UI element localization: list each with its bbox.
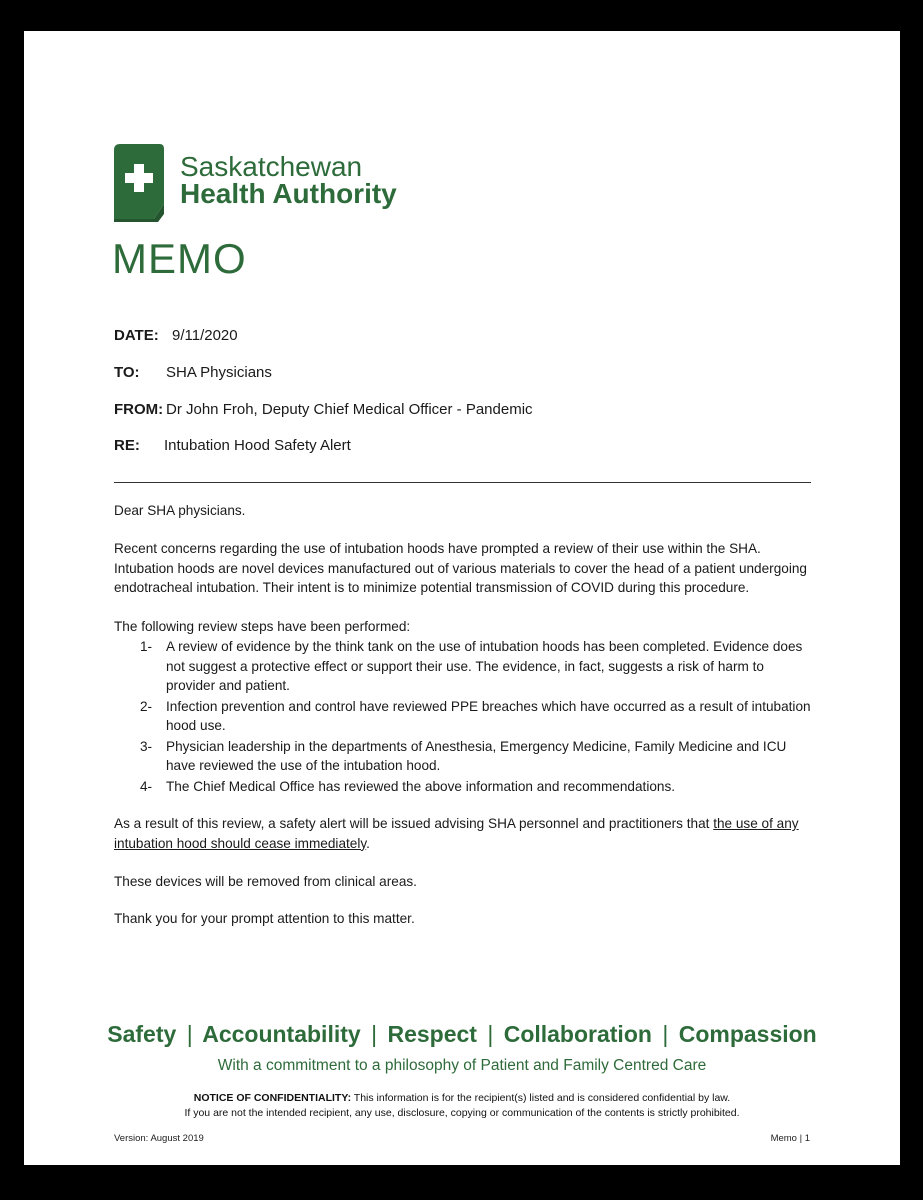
values-banner: [24, 1021, 900, 1048]
date-label: DATE:: [114, 327, 159, 344]
value-separator: |: [487, 1021, 494, 1047]
steps-intro: The following review steps have been performed:: [114, 619, 411, 634]
review-steps-list: [114, 637, 814, 797]
step-text: Physician leadership in the departments of Anesthesia, Emergency Medicine, Family Medicine and ICU have reviewed the use of the intubation hood.: [166, 738, 787, 773]
step-number: 4-: [140, 778, 153, 794]
to-row: [114, 364, 272, 382]
from-row: [114, 401, 533, 419]
notice-line2: If you are not the intended recipient, any use, disclosure, copying or communication of the contents is strictly prohibited.: [184, 1107, 740, 1119]
closing-paragraph: Thank you for your prompt attention to this matter.: [114, 911, 415, 926]
list-item: [114, 697, 814, 736]
value-item: Collaboration: [503, 1021, 652, 1047]
value-separator: |: [186, 1021, 193, 1047]
value-separator: |: [371, 1021, 378, 1047]
page-number: Memo | 1: [770, 1133, 810, 1144]
memo-page: [24, 31, 900, 1165]
date-row: [114, 327, 238, 345]
sha-cross-icon: [114, 144, 166, 222]
from-value: Dr John Froh, Deputy Chief Medical Officer - Pandemic: [166, 401, 533, 418]
org-name-line2: Health Authority: [180, 178, 397, 209]
re-value: Intubation Hood Safety Alert: [164, 437, 351, 454]
value-item: Compassion: [678, 1021, 817, 1047]
to-value: SHA Physicians: [166, 364, 272, 381]
removal-paragraph: These devices will be removed from clinical areas.: [114, 874, 417, 889]
memo-title: MEMO: [112, 235, 247, 282]
value-item: Safety: [107, 1021, 177, 1047]
date-value: 9/11/2020: [172, 327, 238, 344]
step-number: 2-: [140, 698, 153, 714]
list-item: [114, 777, 814, 797]
step-number: 1-: [140, 639, 153, 654]
version-label: Version: August 2019: [114, 1133, 204, 1144]
notice-line1: This information is for the recipient(s) listed and is considered confidential by law.: [351, 1092, 731, 1104]
value-separator: |: [662, 1021, 669, 1047]
from-label: FROM:: [114, 401, 164, 418]
org-name-line1: Saskatchewan: [180, 151, 363, 182]
result-text: As a result of this review, a safety alert will be issued advising SHA personnel and practitioners that: [114, 816, 714, 831]
intro-paragraph: Recent concerns regarding the use of intubation hoods have prompted a review of their use within the SHA. Intubation hoods are novel devices manufactured out of various materials to cover the head of a patient undergoing endotracheal intubation. Their intent is to minimize potential transmission of COVID during this procedure.: [114, 541, 807, 595]
result-paragraph: [114, 814, 814, 853]
list-item: [114, 637, 814, 696]
to-label: TO:: [114, 364, 140, 381]
re-row: [114, 437, 351, 455]
salutation: Dear SHA physicians.: [114, 503, 246, 518]
notice-label: NOTICE OF CONFIDENTIALITY:: [193, 1092, 352, 1104]
step-text: A review of evidence by the think tank on the use of intubation hoods has been completed. Evidence does not suggest a protective effect or support their use. The evidence, in fact, suggests a risk of harm to provider and patient.: [166, 639, 803, 693]
result-emphasis: the use of any intubation hood should cease immediately: [114, 816, 799, 851]
commitment-line: With a commitment to a philosophy of Patient and Family Centred Care: [217, 1057, 707, 1074]
step-number: 3-: [140, 738, 153, 754]
value-item: Respect: [387, 1021, 477, 1047]
result-end: .: [366, 835, 370, 851]
step-text: Infection prevention and control have reviewed PPE breaches which have occurred as a result of intubation hood use.: [166, 698, 811, 733]
step-text: The Chief Medical Office has reviewed the above information and recommendations.: [166, 778, 676, 794]
confidentiality-notice: [24, 1091, 900, 1121]
re-label: RE:: [114, 437, 140, 454]
list-item: [114, 737, 814, 776]
value-item: Accountability: [202, 1021, 361, 1047]
sha-logo: [114, 144, 414, 224]
header-divider: [114, 482, 811, 483]
